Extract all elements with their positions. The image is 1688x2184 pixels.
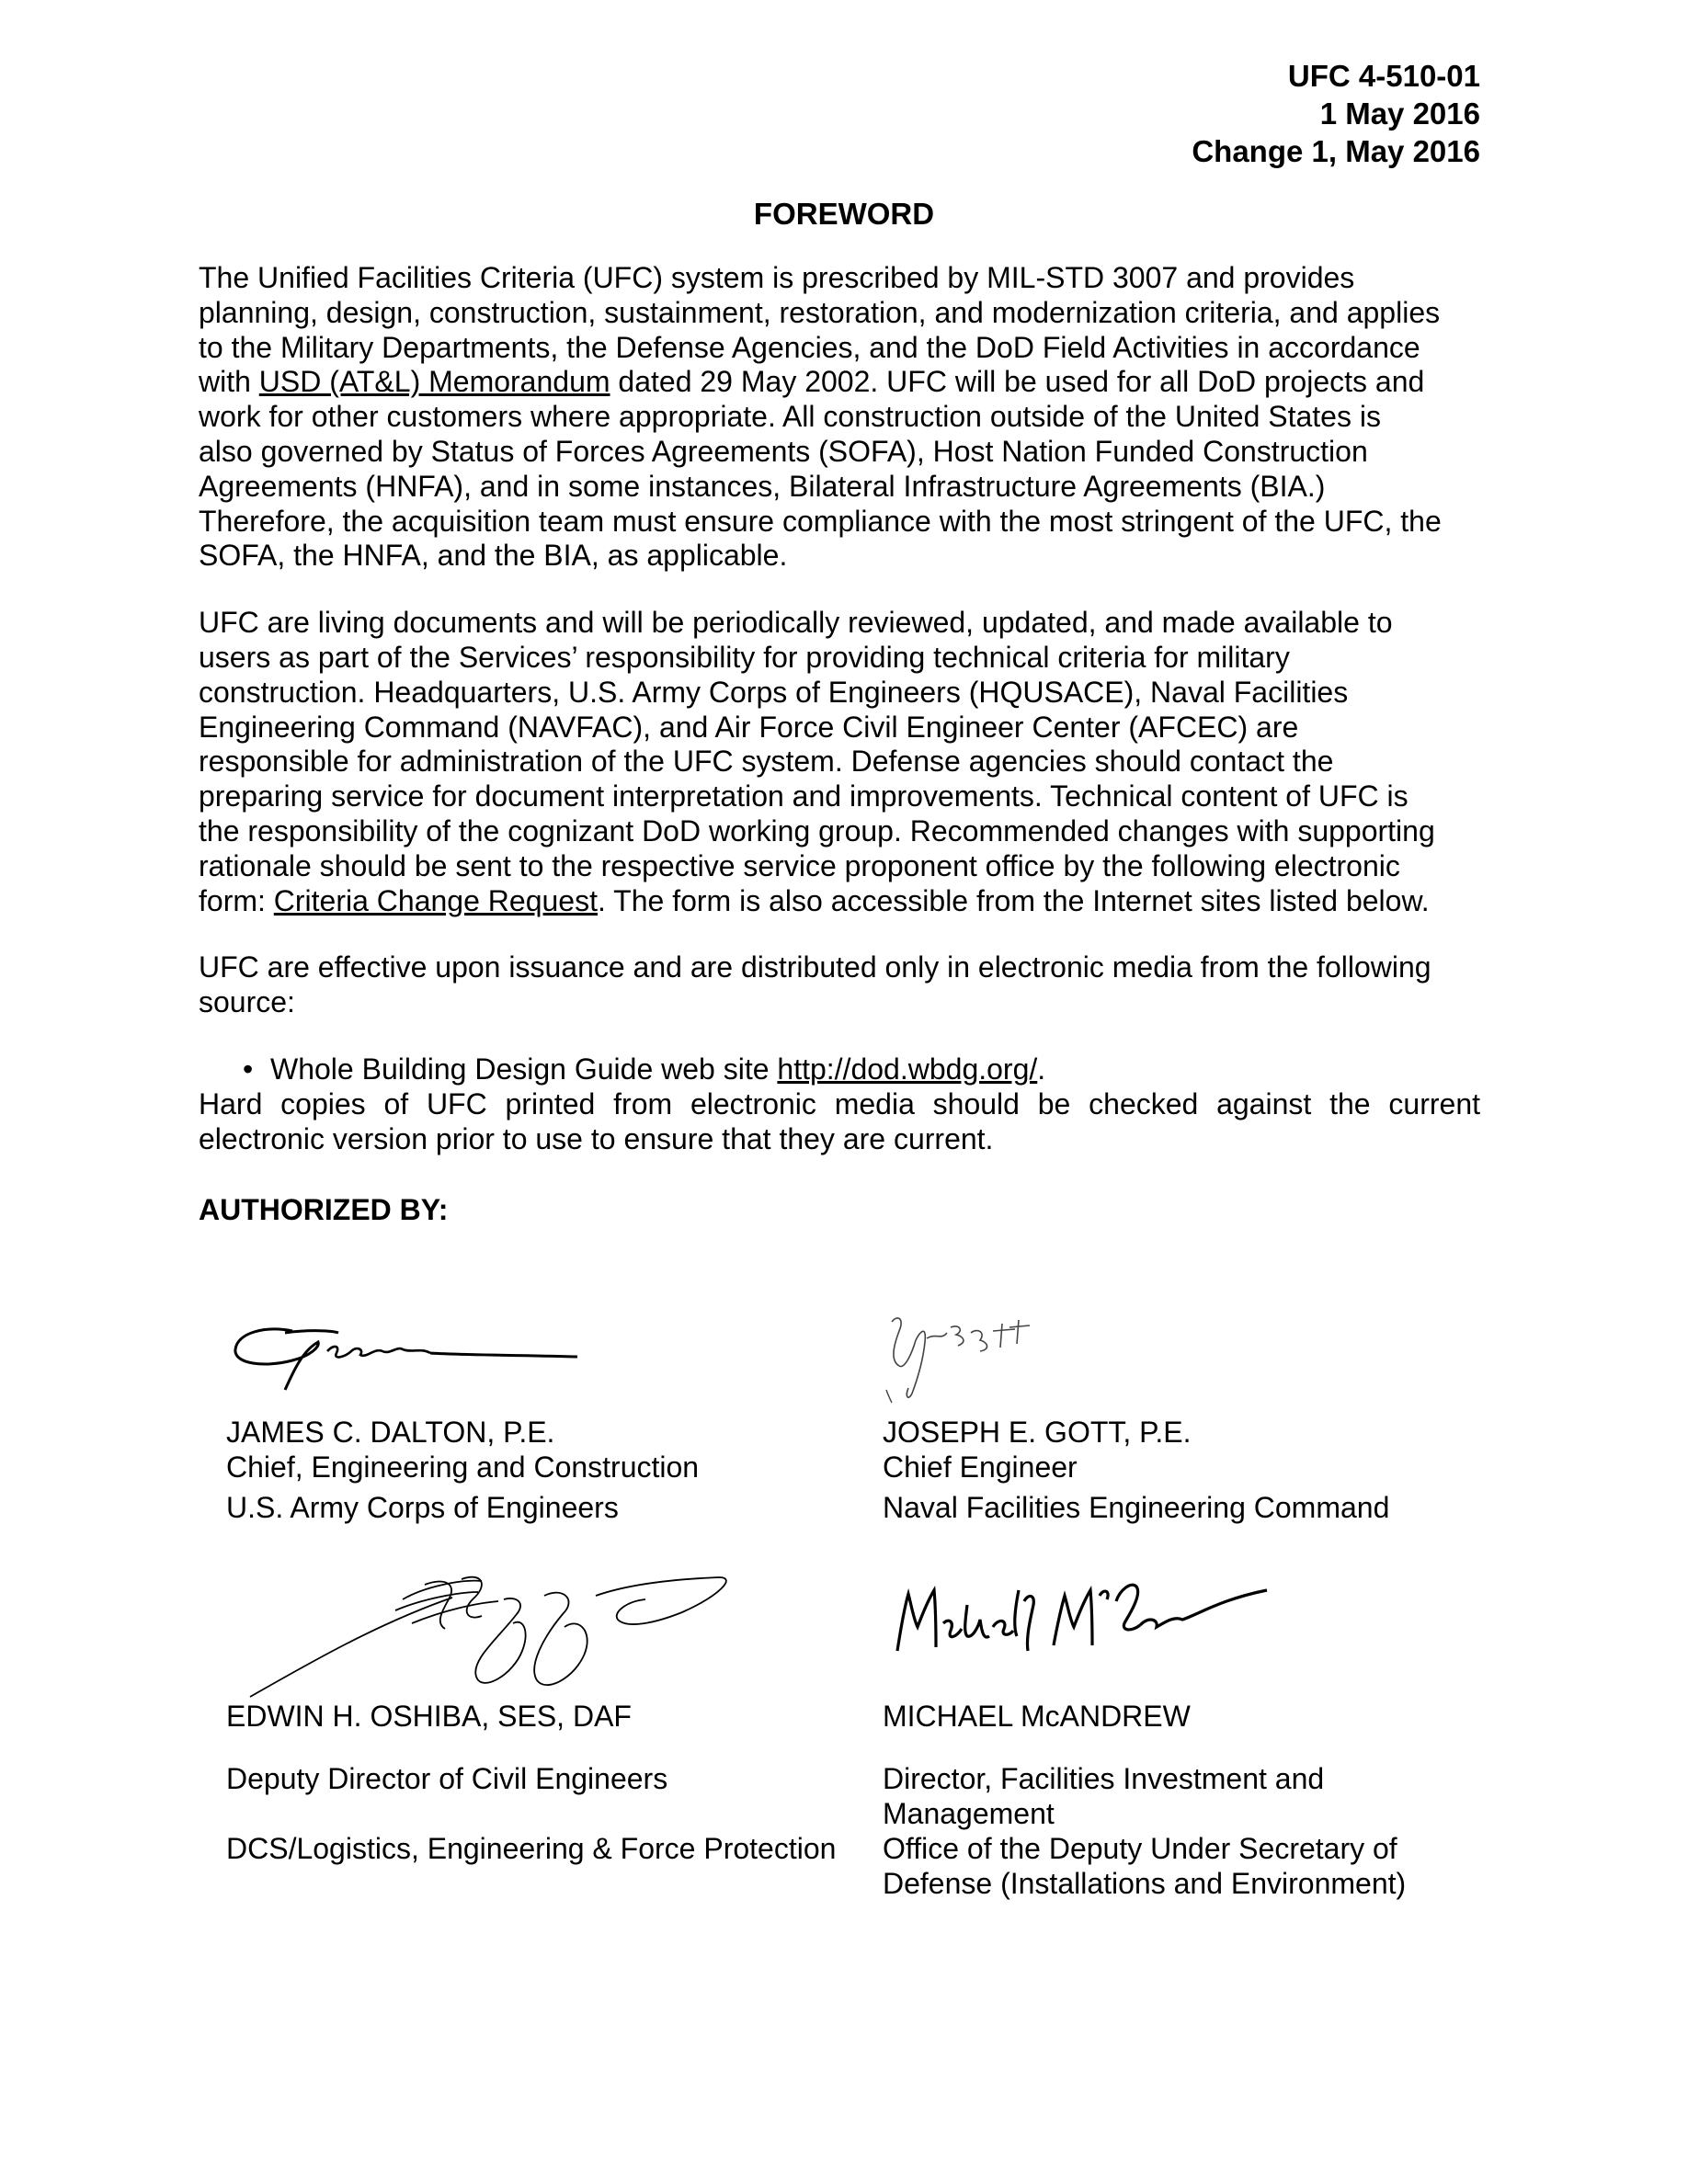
signatory-title: Management (883, 1797, 1055, 1830)
text-line: UFC are effective upon issuance and are distributed only in electronic media from the following (199, 950, 1431, 984)
text-line: SOFA, the HNFA, and the BIA, as applicable. (199, 539, 788, 573)
signatory-title: Deputy Director of Civil Engineers (226, 1762, 668, 1795)
text-line: construction. Headquarters, U.S. Army Corps of Engineers (HQUSACE), Naval Facilities (199, 675, 1349, 709)
bullet-text (270, 1052, 1045, 1087)
signatory-mcandrew (883, 1699, 1406, 1901)
text-line: Hard copies of UFC printed from electronic media should be checked against the current (199, 1086, 1480, 1120)
text-line: preparing service for document interpretation and improvements. Technical content of UFC is (199, 779, 1409, 813)
signatory-dalton (226, 1415, 699, 1525)
text-line: to the Military Departments, the Defense Agencies, and the DoD Field Activities in accordance (199, 330, 1420, 364)
document-header (1192, 57, 1480, 170)
signatory-title: Director, Facilities Investment and (883, 1762, 1325, 1795)
text-line: Agreements (HNFA), and in some instances, Bilateral Infrastructure Agreements (BIA.) (199, 469, 1326, 503)
signatory-name: JAMES C. DALTON, P.E. (226, 1416, 555, 1449)
page-title: FOREWORD (753, 197, 935, 231)
text-span: . The form is also accessible from the Internet sites listed below. (597, 883, 1430, 917)
signatory-oshiba (226, 1699, 836, 1866)
text-line: rationale should be sent to the respective service proponent office by the following electronic (199, 848, 1400, 882)
signatory-org: U.S. Army Corps of Engineers (226, 1491, 619, 1524)
doc-date: 1 May 2016 (1319, 97, 1480, 131)
bullet-icon: • (243, 1052, 254, 1086)
text-line: UFC are living documents and will be periodically reviewed, updated, and made available to (199, 606, 1393, 640)
text-line: also governed by Status of Forces Agreements (SOFA), Host Nation Funded Construction (199, 434, 1368, 468)
text-line: users as part of the Services’ responsibility for providing technical criteria for military (199, 640, 1290, 674)
text-line: planning, design, construction, sustainment, restoration, and modernization criteria, and applies (199, 295, 1441, 329)
text-line: the responsibility of the cognizant DoD working group. Recommended changes with supporting (199, 813, 1435, 847)
text-span: Whole Building Design Guide web site (270, 1052, 778, 1086)
text-line (199, 365, 1480, 400)
doc-change: Change 1, May 2016 (1192, 134, 1480, 168)
text-line: electronic version prior to use to ensure that they are current. (199, 1121, 994, 1155)
signatory-name: EDWIN H. OSHIBA, SES, DAF (226, 1700, 632, 1733)
doc-number: UFC 4-510-01 (1287, 59, 1480, 93)
signature-mcandrew (890, 1563, 1276, 1664)
signatory-org: DCS/Logistics, Engineering & Force Protection (226, 1832, 837, 1865)
text-line: source: (199, 985, 295, 1019)
signatory-org: Defense (Installations and Environment) (883, 1867, 1407, 1900)
paragraph-1 (199, 261, 1480, 574)
text-span: dated 29 May 2002. UFC will be used for all DoD projects and (610, 365, 1425, 399)
authorized-by-heading: AUTHORIZED BY: (199, 1193, 449, 1226)
signatory-name: JOSEPH E. GOTT, P.E. (883, 1416, 1192, 1449)
signature-dalton (228, 1305, 596, 1397)
usd-memorandum-link[interactable]: USD (AT&L) Memorandum (258, 365, 610, 399)
signatory-title: Chief, Engineering and Construction (226, 1450, 700, 1484)
text-line: responsible for administration of the UFC system. Defense agencies should contact the (199, 745, 1334, 779)
list-item (199, 1052, 1480, 1087)
paragraph-2 (199, 606, 1480, 918)
text-line (199, 884, 1480, 919)
signatory-org: Naval Facilities Engineering Command (883, 1491, 1390, 1524)
text-line: Therefore, the acquisition team must ensure compliance with the most stringent of the UFC, the (199, 504, 1442, 538)
signatory-gott (883, 1415, 1389, 1525)
text-span: with (199, 365, 259, 399)
foreword-body (199, 261, 1480, 1156)
criteria-change-request-link[interactable]: Criteria Change Request (273, 883, 598, 917)
signatory-name: MICHAEL McANDREW (883, 1700, 1191, 1733)
text-line: work for other customers where appropriate. All construction outside of the United States is (199, 400, 1381, 434)
signatory-title: Chief Engineer (883, 1450, 1078, 1484)
signatory-org: Office of the Deputy Under Secretary of (883, 1832, 1397, 1865)
text-line: The Unified Facilities Criteria (UFC) system is prescribed by MIL-STD 3007 and provides (199, 261, 1355, 294)
text-line: Engineering Command (NAVFAC), and Air Force Civil Engineer Center (AFCEC) are (199, 710, 1299, 744)
signature-oshiba (241, 1559, 737, 1706)
hardcopy-paragraph (199, 1087, 1480, 1157)
text-span: form: (199, 883, 274, 917)
text-span: . (1037, 1052, 1046, 1086)
signature-gott (872, 1305, 1147, 1406)
wbdg-link[interactable]: http://dod.wbdg.org/ (777, 1052, 1038, 1086)
paragraph-3 (199, 950, 1480, 1020)
